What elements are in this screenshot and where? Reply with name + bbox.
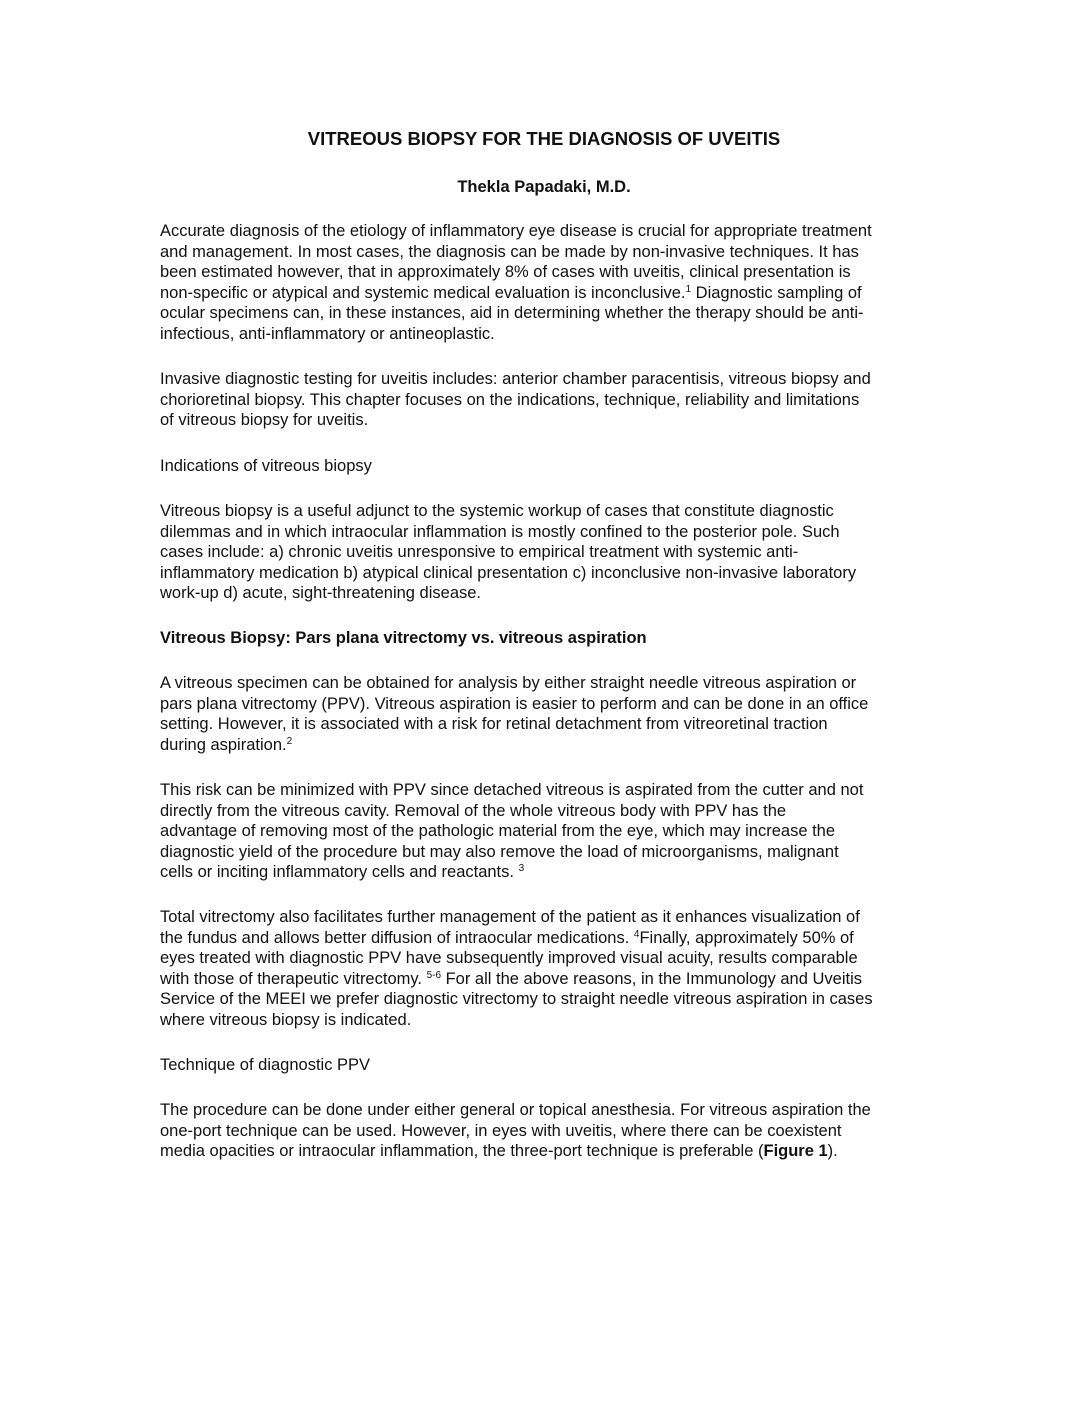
text-line [160,735,932,756]
text-span: For all the above reasons, in the Immunology and Uveitis [441,969,862,988]
author-name: Thekla Papadaki, M.D. [457,178,631,196]
text-line: directly from the vitreous cavity. Removal of the whole vitreous body with PPV has the [160,801,787,820]
text-line: Service of the MEEI we prefer diagnostic vitrectomy to straight needle vitreous aspiration in cases [160,990,873,1009]
text-line: work-up d) acute, sight-threatening disease. [160,584,482,603]
text-line: Vitreous biopsy is a useful adjunct to the systemic workup of cases that constitute diagnostic [160,502,834,520]
text-line: Total vitrectomy also facilitates further management of the patient as it enhances visualization of [160,908,860,926]
text-line: The procedure can be done under either general or topical anesthesia. For vitreous aspiration the [160,1101,871,1119]
section-heading-pars-plana [160,628,932,649]
text-line [160,928,932,949]
text-line: pars plana vitrectomy (PPV). Vitreous aspiration is easier to perform and can be done in an office [160,694,869,713]
text-line: of vitreous biopsy for uveitis. [160,411,369,430]
heading-text: Technique of diagnostic PPV [160,1056,371,1074]
paragraph-indications [160,501,932,604]
text-line: This risk can be minimized with PPV since detached vitreous is aspirated from the cutter and not [160,781,864,799]
text-line: ocular specimens can, in these instances, aid in determining whether the therapy should be anti- [160,304,864,323]
text-line [160,862,932,883]
text-line: diagnostic yield of the procedure but may also remove the load of microorganisms, malignant [160,842,839,861]
text-line: Accurate diagnosis of the etiology of inflammatory eye disease is crucial for appropriate treatment [160,222,872,240]
text-line: infectious, anti-inflammatory or antineoplastic. [160,324,495,343]
text-line: Invasive diagnostic testing for uveitis includes: anterior chamber paracentisis, vitreous biopsy and [160,370,871,388]
section-heading-technique [160,1055,932,1076]
paragraph-invasive-testing [160,369,932,431]
text-line [160,969,932,990]
document-title: VITREOUS BIOPSY FOR THE DIAGNOSIS OF UVEITIS [307,128,781,149]
heading-text: Indications of vitreous biopsy [160,457,372,475]
text-line: inflammatory medication b) atypical clinical presentation c) inconclusive non-invasive laboratory [160,563,857,582]
text-span: ). [827,1142,838,1161]
text-line: chorioretinal biopsy. This chapter focuses on the indications, technique, reliability and limitations [160,390,860,409]
text-line: one-port technique can be used. However, in eyes with uveitis, where there can be coexistent [160,1121,842,1140]
citation-ref: 3 [518,863,525,875]
text-line [160,283,932,304]
text-span: during aspiration. [160,735,287,754]
paragraph-risk [160,780,932,883]
citation-ref: 5-6 [426,969,442,981]
text-line: eyes treated with diagnostic PPV have subsequently improved visual acuity, results comparable [160,949,858,968]
text-line: been estimated however, that in approximately 8% of cases with uveitis, clinical presentation is [160,263,851,282]
paragraph-procedure [160,1100,932,1162]
citation-ref: 1 [685,283,692,295]
text-span: media opacities or intraocular inflammation, the three-port technique is preferable ( [160,1142,764,1161]
text-line: setting. However, it is associated with a risk for retinal detachment from vitreoretinal traction [160,715,828,734]
citation-ref: 4 [633,928,640,940]
figure-reference: Figure 1 [763,1142,828,1161]
text-span: the fundus and allows better diffusion of intraocular medications. [160,928,634,947]
text-span: with those of therapeutic vitrectomy. [160,969,427,988]
citation-ref: 2 [286,735,293,747]
text-line: cases include: a) chronic uveitis unresponsive to empirical treatment with systemic anti- [160,543,799,562]
text-line: where vitreous biopsy is indicated. [160,1010,412,1029]
paragraph-total-vitrectomy [160,907,932,1031]
text-line: advantage of removing most of the pathologic material from the eye, which may increase the [160,822,836,841]
text-line: and management. In most cases, the diagnosis can be made by non-invasive techniques. It has [160,242,859,261]
heading-text: Vitreous Biopsy: Pars plana vitrectomy vs. vitreous aspiration [160,629,647,647]
text-span: non-specific or atypical and systemic medical evaluation is inconclusive. [160,283,686,302]
text-span: cells or inciting inflammatory cells and reactants. [160,863,519,882]
section-heading-indications [160,456,932,477]
text-span: Finally, approximately 50% of [639,928,854,947]
paragraph-specimen [160,673,932,755]
text-span: Diagnostic sampling of [691,283,862,302]
text-line: dilemmas and in which intraocular inflammation is mostly confined to the posterior pole. Such [160,522,840,541]
text-line [160,1141,932,1162]
paragraph-introduction [160,221,932,345]
text-line: A vitreous specimen can be obtained for analysis by either straight needle vitreous aspiration or [160,674,857,692]
